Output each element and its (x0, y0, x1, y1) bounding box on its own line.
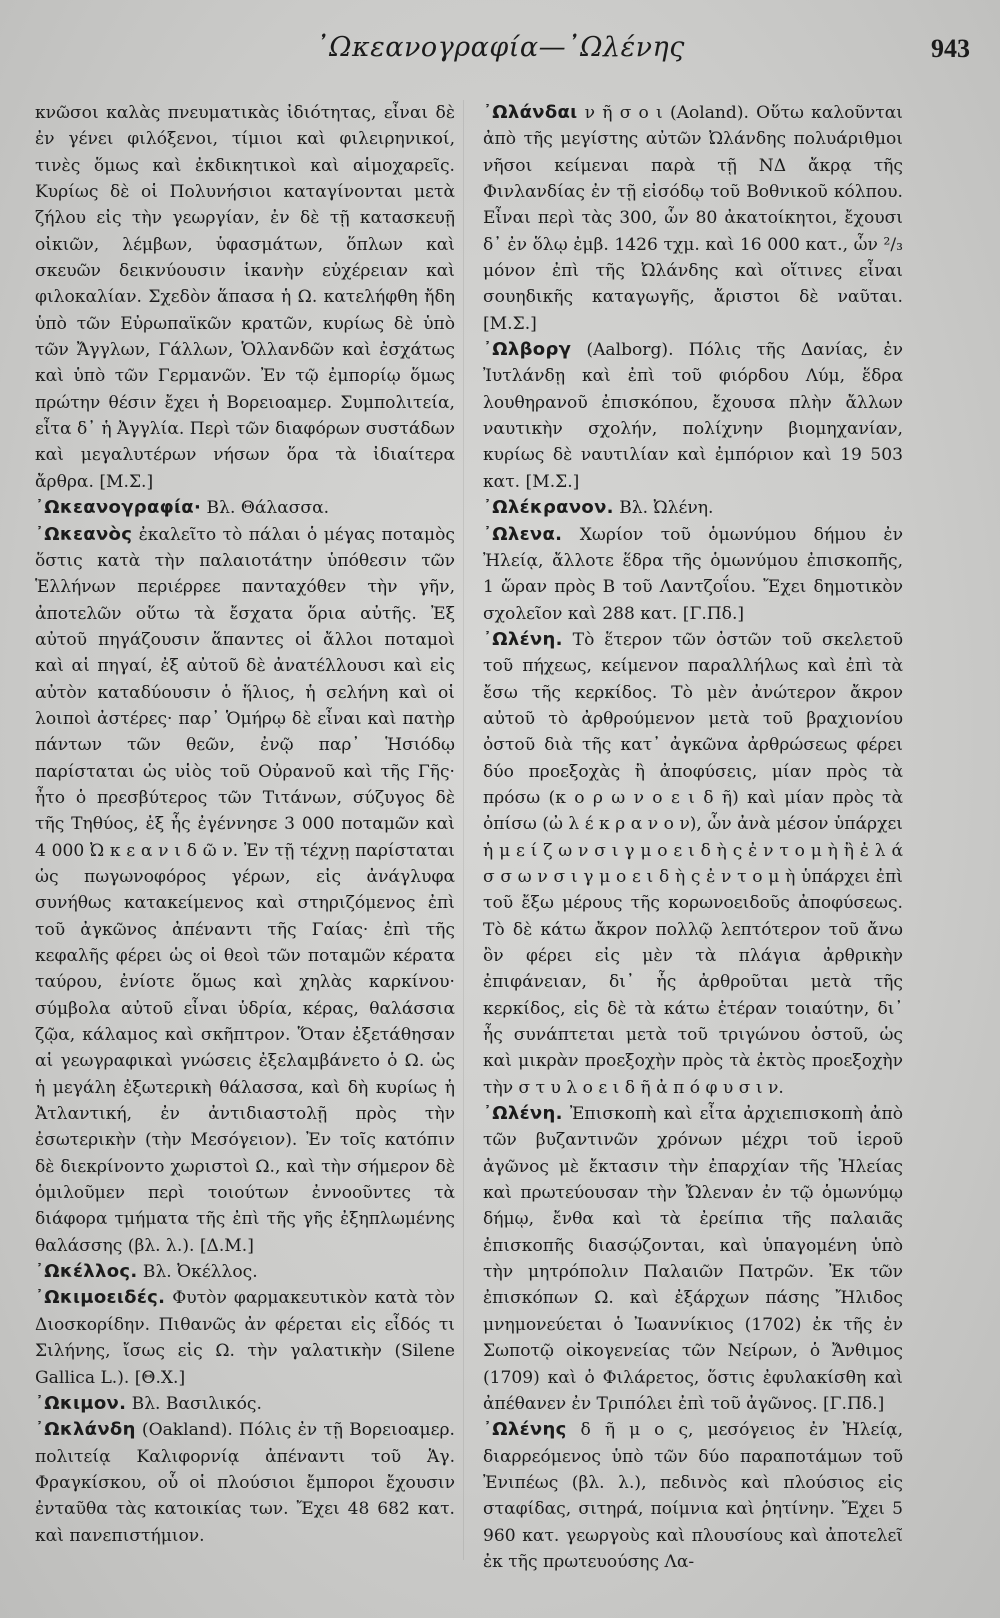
entry-okellos (35, 1259, 455, 1285)
page-header (30, 26, 970, 76)
entry-olena (483, 522, 903, 627)
entry-oleni-bone (483, 627, 903, 1101)
entry-headword: ᾿Ωλενα. (483, 523, 563, 545)
column-divider (463, 100, 464, 1560)
entry-body: (Aalborg). Πόλις τῆς Δανίας, ἐν Ἰυτλάνδῃ καὶ ἐπὶ τοῦ φιόρδου Λύμ, ἕδρα λουθηρανοῦ ἐπισκόπου, ἔχουσα πλὴν ἄλλων ναυτικὴν σχολήν, πολίχνην βιομηχανίαν, κυρίως δὲ ναυτιλίαν καὶ ἐμπόριον καὶ 19 503 κατ. [Μ.Σ.] (483, 340, 903, 492)
entry-olborg (483, 337, 903, 495)
entry-body: Τὸ ἕτερον τῶν ὀστῶν τοῦ σκελετοῦ τοῦ πήχεως, κείμενον παραλλήλως καὶ ἐπὶ τὰ ἔσω τῆς κερκίδος. Τὸ μὲν ἀνώτερον ἄκρον αὐτοῦ τὸ ἀρθρούμενον μετὰ τοῦ βραχιονίου ὀστοῦ διὰ τῆς κατ᾿ ἀγκῶνα ἀρθρώσεως φέρει δύο προεξοχὰς ἢ ἀποφύσεις, μίαν πρὸς τὰ πρόσω (κ ο ρ ω ν ο ε ι δ ῆ) καὶ μίαν πρὸς τὰ ὀπίσω (ὠ λ έ κ ρ α ν ο ν), ὧν ἀνὰ μέσον ὑπάρχει ἡ μ ε ί ζ ω ν σ ι γ μ ο ε ι δ ὴ ς ἐ ν τ ο μ ὴ ἢ ἐ λ ά σ σ ω ν σ ι γ μ ο ε ι δ ὴ ς ἐ ν τ ο μ ὴ ὑπάρχει ἐπὶ τοῦ ἔξω μέρους τῆς κορωνοειδοῦς ἀποφύσεως. Τὸ δὲ κάτω ἄκρον πολλῷ λεπτότερον τοῦ ἄνω ὂν φέρει εἰς μὲν τὰ πλάγια ἀρθρικὴν ἐπιφάνειαν, δι᾿ ἧς ἀρθροῦται μετὰ τῆς κερκίδος, εἰς δὲ τὰ κάτω ἑτέραν τοιαύτην, δι᾿ ἧς συνάπτεται μετὰ τοῦ τριγώνου ὀστοῦ, ὡς καὶ μικρὰν προεξοχὴν πρὸς τὰ ἐκτὸς προεξοχὴν τὴν σ τ υ λ ο ε ι δ ῆ ἀ π ό φ υ σ ι ν. (483, 629, 903, 1098)
entry-okeanografia (35, 495, 455, 521)
entry-okimoeides (35, 1285, 455, 1390)
entry-headword: ᾿Ωκεανὸς (35, 523, 133, 545)
entry-body: δ ῆ μ ο ς, μεσόγειος ἐν Ἠλείᾳ, διαρρεόμενος ὑπὸ τῶν δύο παραποτάμων τοῦ Ἐνιπέως (βλ. λ.), πεδινὸς καὶ πλούσιος εἰς σταφίδας, σιτηρά, ποίμνια καὶ ῥητίνην. Ἔχει 5 960 κατ. γεωργοὺς καὶ πλουσίους καὶ ἀποτελεῖ ἐκ τῆς πρωτευούσης Λα- (483, 1420, 903, 1572)
page-number: 943 (931, 34, 970, 63)
entry-headword: ᾿Ωλένη. (483, 1103, 563, 1125)
entry-headword: ᾿Ωκλάνδη (35, 1419, 136, 1441)
entry-olandai (483, 100, 903, 337)
left-column (35, 100, 455, 1549)
entry-headword: ᾿Ωκιμον. (35, 1392, 127, 1414)
entry-headword: ᾿Ωλένη. (483, 628, 563, 650)
entry-olenis-municipality (483, 1417, 903, 1575)
entry-body: ν ῆ σ ο ι (Aoland). Οὕτω καλοῦνται ἀπὸ τῆς μεγίστης αὐτῶν Ὠλάνδης πολυάριθμοι νῆσοι κείμεναι παρὰ τῇ ΝΔ ἄκρᾳ τῆς Φινλανδίας ἐν τῇ εἰσόδῳ τοῦ Βοθνικοῦ κόλπου. Εἶναι περὶ τὰς 300, ὧν 80 ἀκατοίκητοι, ἔχουσι δ᾿ ἐν ὅλῳ ἐμβ. 1426 τχμ. καὶ 16 000 κατ., ὧν ²/₃ μόνον ἐπὶ τῆς Ὠλάνδης καὶ οἵτινες εἶναι σουηδικῆς καταγωγῆς, ἄριστοι δὲ ναῦται. [Μ.Σ.] (483, 103, 903, 334)
entry-headword: ᾿Ωκέλλος. (35, 1261, 138, 1283)
entry-body: Βλ. Ὀκέλλος. (137, 1262, 258, 1283)
entry-okeanos (35, 522, 455, 1260)
running-title: ᾿Ωκεανογραφία—᾿Ωλένης (315, 32, 685, 63)
entry-olekranon (483, 495, 903, 521)
entry-body: ἐκαλεῖτο τὸ πάλαι ὁ μέγας ποταμὸς ὅστις κατὰ τὴν παλαιοτάτην ὑπόθεσιν τῶν Ἑλλήνων περιέρρεε πανταχόθεν τὴν γῆν, ἀποτελῶν οὕτω τὰ ἔσχατα ὅρια αὐτῆς. Ἐξ αὐτοῦ πηγάζουσιν ἅπαντες οἱ ἄλλοι ποταμοὶ καὶ αἱ πηγαί, ἐξ αὐτοῦ δὲ ἀνατέλλουσι καὶ εἰς αὐτὸν καταδύουσιν ὁ ἥλιος, ἡ σελήνη καὶ οἱ λοιποὶ ἀστέρες· παρ᾿ Ὁμήρῳ δὲ εἶναι καὶ πατὴρ πάντων τῶν θεῶν, ἐνῷ παρ᾿ Ἡσιόδῳ παρίσταται ὡς υἱὸς τοῦ Οὐρανοῦ καὶ τῆς Γῆς· ἦτο ὁ πρεσβύτερος τῶν Τιτάνων, σύζυγος δὲ τῆς Τηθύος, ἐξ ἧς ἐγέννησε 3 000 ποταμῶν καὶ 4 000 Ὠ κ ε α ν ι δ ῶ ν. Ἐν τῇ τέχνῃ παρίσταται ὡς πωγωνοφόρος γέρων, εἰς ἀνάγλυφα συνήθως κατακείμενος καὶ στηριζόμενος ἐπὶ τοῦ ἀγκῶνος ἀπέναντι τῆς Γαίας· ἐπὶ τῆς κεφαλῆς φέρει ὡς οἱ θεοὶ τῶν ποταμῶν κέρατα ταύρου, ἐνίοτε ὅμως καὶ χηλὰς καρκίνου· σύμβολα αὐτοῦ εἶναι ὑδρία, κέρας, θαλάσσια ζῷα, κάλαμος καὶ σκῆπτρον. Ὅταν ἐξετάθησαν αἱ γεωγραφικαὶ γνώσεις ἐξελαμβάνετο ὁ Ω. ὡς ἡ μεγάλη ἐξωτερικὴ θάλασσα, καὶ δὴ κυρίως ἡ Ἀτλαντική, ἐν ἀντιδιαστολῇ πρὸς τὴν ἐσωτερικὴν (τὴν Μεσόγειον). Ἐν τοῖς κατόπιν δὲ διεκρίνοντο χωριστοὶ Ω., καὶ τὴν σήμερον δὲ ὁμιλοῦμεν περὶ τοιούτων ἐννοοῦντες τὰ διάφορα τμήματα τῆς ἐπὶ τῆς γῆς ἐξηπλωμένης θαλάσσης (βλ. λ.). [Δ.Μ.] (35, 524, 455, 1256)
entry-body: κνῶσοι καλὰς πνευματικὰς ἰδιότητας, εἶναι δὲ ἐν γένει φιλόξενοι, τίμιοι καὶ φιλειρηνικοί, τινὲς ὅμως καὶ ἐκδικητικοὶ καὶ αἱμοχαρεῖς. Κυρίως δὲ οἱ Πολυνήσιοι καταγίνονται μετὰ ζήλου εἰς τὴν γεωργίαν, ἐν δὲ τῇ κατασκευῇ οἰκιῶν, λέμβων, ὑφασμάτων, ὅπλων καὶ σκευῶν δεικνύουσιν ἱκανὴν εὐχέρειαν καὶ φιλοκαλίαν. Σχεδὸν ἅπασα ἡ Ω. κατελήφθη ἤδη ὑπὸ τῶν Εὐρωπαϊκῶν κρατῶν, κυρίως δὲ ὑπὸ τῶν Ἄγγλων, Γάλλων, Ὁλλανδῶν καὶ ἐσχάτως καὶ ὑπὸ τῶν Γερμανῶν. Ἐν τῷ ἐμπορίῳ ὅμως πρώτην θέσιν ἔχει ἡ Βορειοαμερ. Συμπολιτεία, εἶτα δ᾿ ἡ Ἀγγλία. Περὶ τῶν διαφόρων συστάδων καὶ μεγαλυτέρων νήσων ὅρα τὰ ἰδιαίτερα ἄρθρα. [Μ.Σ.] (35, 103, 455, 492)
entry-body: (Oakland). Πόλις ἐν τῇ Βορειοαμερ. πολιτείᾳ Καλιφορνίᾳ ἀπέναντι τοῦ Ἁγ. Φραγκίσκου, οὗ οἱ πλούσιοι ἔμποροι ἔχουσιν ἐνταῦθα τὰς κατοικίας των. Ἔχει 48 682 κατ. καὶ πανεπιστήμιον. (35, 1420, 455, 1546)
entry-headword: ᾿Ωκεανογραφία· (35, 497, 202, 519)
entry-headword: ᾿Ωλάνδαι (483, 102, 578, 123)
entry-body: Βλ. Ὠλένη. (613, 498, 714, 519)
entry-headword: ᾿Ωκιμοειδές. (35, 1287, 166, 1309)
entry-okimon (35, 1391, 455, 1417)
entry-body: Φυτὸν φαρμακευτικὸν κατὰ τὸν Διοσκορίδην. Πιθανῶς ἀν φέρεται εἰς εἶδός τι Σιλήνης, ἴσως εἰς Ω. τὴν γαλατικὴν (Silene Gallica L.). [Θ.Χ.] (35, 1288, 455, 1388)
entry-polynesians-continued (35, 100, 455, 495)
entry-oklandi (35, 1417, 455, 1549)
entry-body: Βλ. Θάλασσα. (201, 498, 330, 519)
entry-headword: ᾿Ωλβοργ (483, 339, 572, 361)
entry-body: Βλ. Βασιλικός. (126, 1393, 262, 1414)
entry-headword: ᾿Ωλέκρανον. (483, 497, 614, 519)
entry-headword: ᾿Ωλένης (483, 1419, 567, 1441)
entry-oleni-diocese (483, 1101, 903, 1417)
entry-body: Ἐπισκοπὴ καὶ εἶτα ἀρχιεπισκοπὴ ἀπὸ τῶν βυζαντινῶν χρόνων μέχρι τοῦ ἱεροῦ ἀγῶνος μὲ ἔκτασιν τὴν ἐπαρχίαν τῆς Ἠλείας καὶ πρωτεύουσαν τὴν Ὤλεναν ἐν τῷ ὁμωνύμῳ δήμῳ, ἔνθα καὶ τὰ ἐρείπια τῆς παλαιᾶς ἐπισκοπῆς διασῴζονται, καὶ ὑπαγομένη ὑπὸ τὴν μητρόπολιν Παλαιῶν Πατρῶν. Ἐκ τῶν ἐπισκόπων Ω. καὶ ἐξάρχων πάσης Ἤλιδος μνημονεύεται ὁ Ἰωαννίκιος (1702) ἐκ τῆς ἐν Σωποτῷ οἰκογενείας τῶν Νείρων, ὁ Ἄνθιμος (1709) καὶ ὁ Φιλάρετος, ὅστις ἐφυλακίσθη καὶ ἀπέθανεν ἐν Τριπόλει ἐπὶ τοῦ ἀγῶνος. [Γ.Πδ.] (483, 1104, 903, 1414)
right-column (483, 100, 903, 1575)
entry-body: Χωρίον τοῦ ὁμωνύμου δήμου ἐν Ἠλείᾳ, ἄλλοτε ἕδρα τῆς ὁμωνύμου ἐπισκοπῆς, 1 ὥραν πρὸς Β τοῦ Λαντζοΐου. Ἔχει δημοτικὸν σχολεῖον καὶ 288 κατ. [Γ.Πδ.] (483, 524, 903, 624)
